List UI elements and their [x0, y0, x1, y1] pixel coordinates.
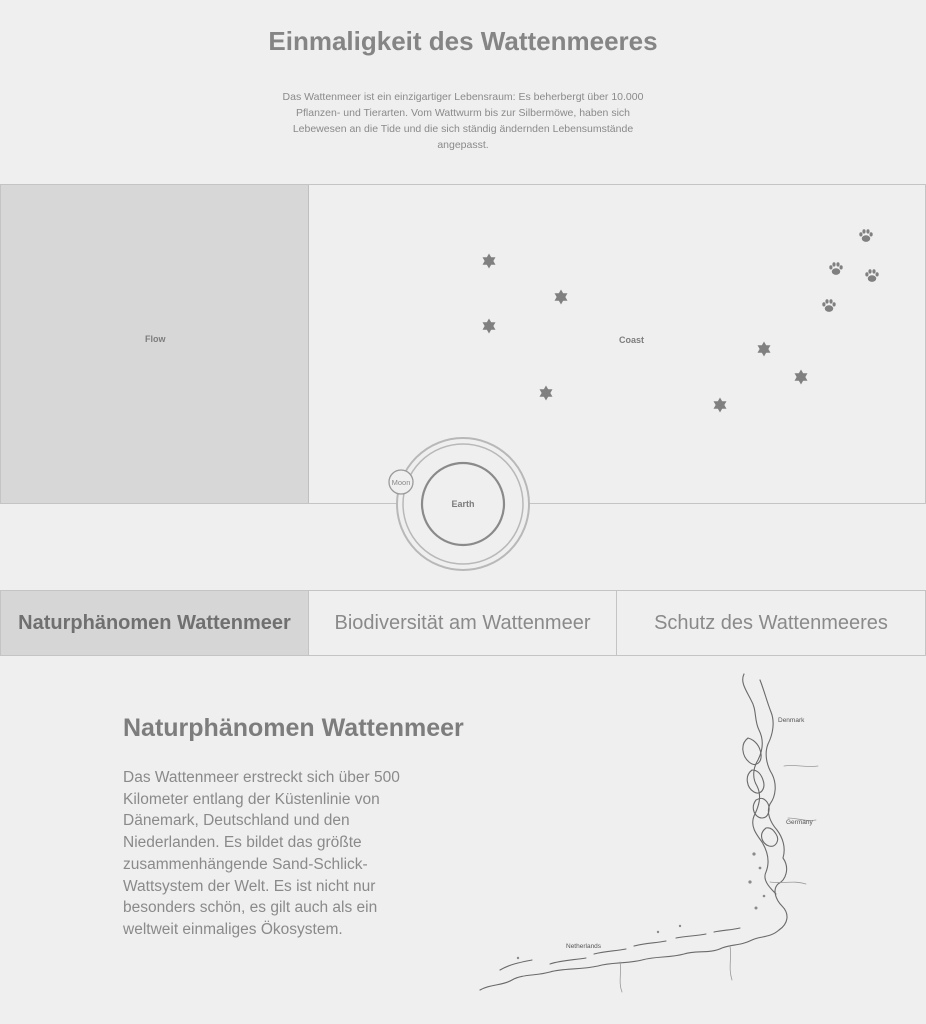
- flow-label: Flow: [145, 334, 166, 344]
- paw-icon[interactable]: [865, 269, 878, 282]
- page-title: Einmaligkeit des Wattenmeeres: [268, 26, 658, 56]
- paw-icon[interactable]: [859, 229, 872, 242]
- star-of-david-icon[interactable]: [483, 254, 496, 269]
- map-label-netherlands: Netherlands: [566, 943, 602, 950]
- paw-icon[interactable]: [822, 299, 835, 312]
- coastline: [480, 674, 818, 992]
- wadden-sea-map: [470, 668, 830, 994]
- map-label-denmark: Denmark: [778, 717, 805, 724]
- star-of-david-icon[interactable]: [758, 342, 771, 357]
- small-islands: [517, 852, 766, 959]
- tab-schutz[interactable]: Schutz des Wattenmeeres: [617, 591, 926, 655]
- tab-biodiversitaet[interactable]: Biodiversität am Wattenmeer: [309, 591, 617, 655]
- map-label-germany: Germany: [786, 819, 813, 826]
- tab-naturphaenomen[interactable]: Naturphänomen Wattenmeer: [0, 591, 309, 655]
- intro-text: Das Wattenmeer ist ein einzigartiger Lebensraum: Es beherbergt über 10.000 Pflanzen- und Tierarten. Vom Wattwurm bis zur Silbermöwe, haben sich Lebewesen an die Tide und die sich ständig ändernden Lebensumstände angepasst.: [282, 91, 644, 151]
- section-text: Das Wattenmeer erstreckt sich über 500 Kilometer entlang der Küstenlinie von Dänemark, Deutschland und den Niederlanden. Es bildet das größte zusammenhängende Sand-Schlick-Wattsystem der Welt. Es ist nicht nur besonders schön, es gilt auch als ein weltweit einmaliges Ökosystem.: [123, 769, 400, 938]
- coast-label: Coast: [619, 335, 645, 345]
- earth-label: Earth: [451, 499, 475, 509]
- topic-tabs: [0, 590, 926, 656]
- star-of-david-icon[interactable]: [555, 290, 568, 305]
- star-of-david-icon[interactable]: [540, 386, 553, 401]
- star-of-david-icon[interactable]: [483, 319, 496, 334]
- section-title: Naturphänomen Wattenmeer: [123, 714, 464, 742]
- star-of-david-icon[interactable]: [795, 370, 808, 385]
- star-of-david-icon[interactable]: [714, 398, 727, 413]
- moon-label: Moon: [391, 478, 411, 487]
- paw-icon[interactable]: [829, 262, 842, 275]
